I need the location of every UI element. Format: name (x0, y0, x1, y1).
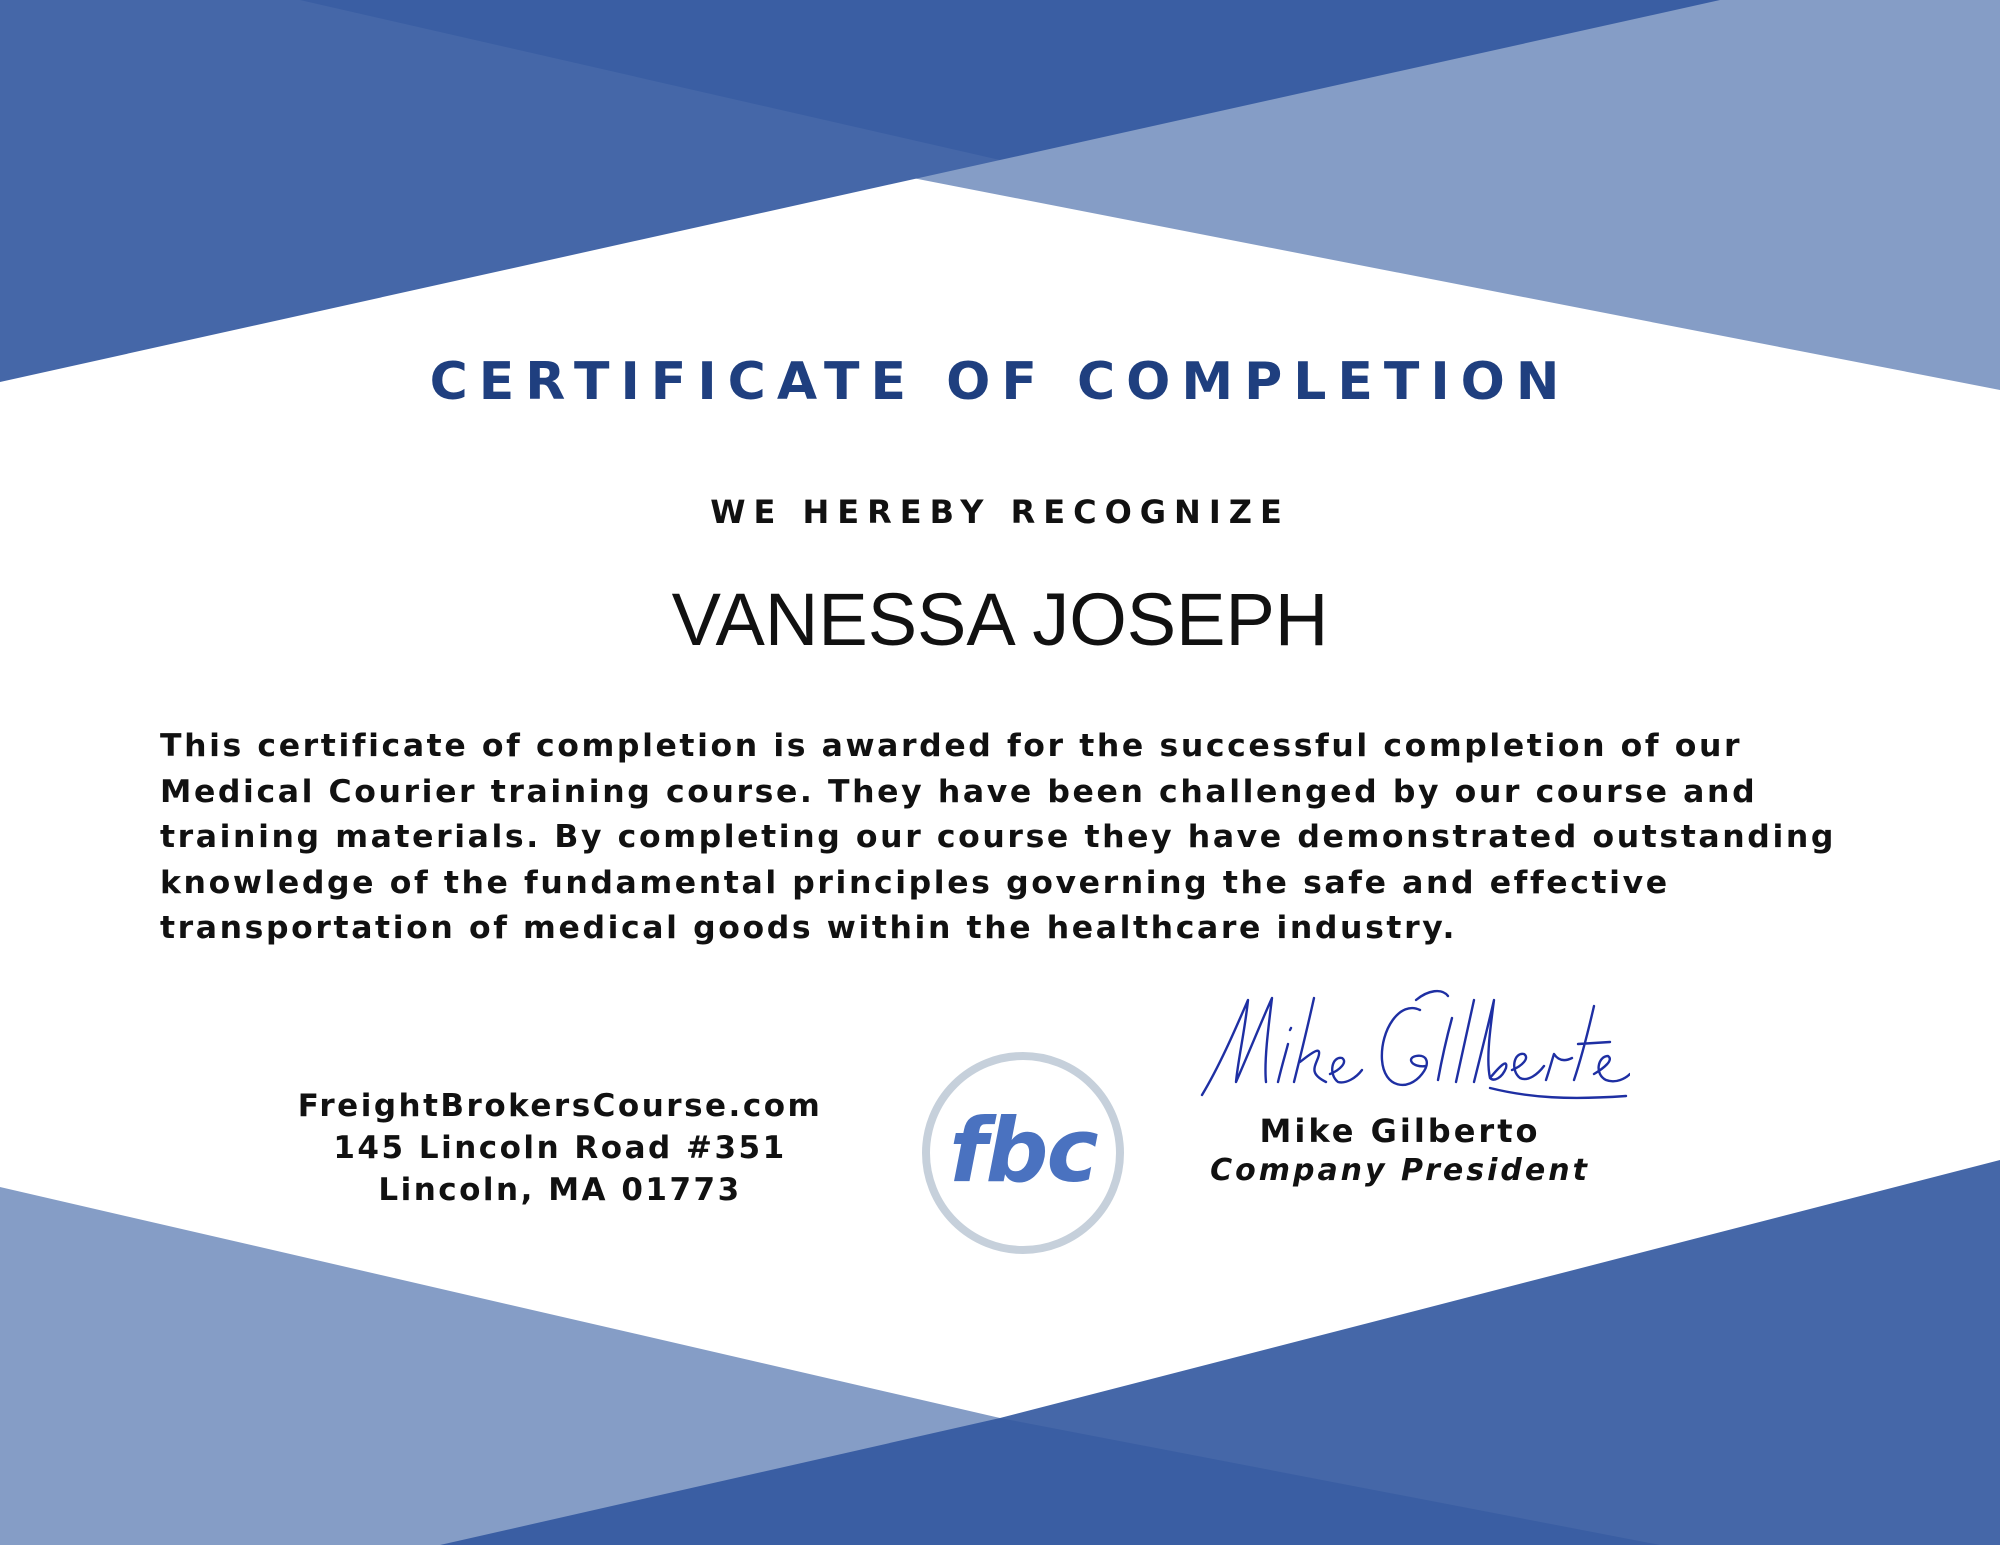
address-line-1: 145 Lincoln Road #351 (333, 1130, 787, 1166)
recipient-name: VANESSA JOSEPH (671, 578, 1329, 661)
signatory-title: Company President (1210, 1153, 1590, 1188)
fbc-logo (920, 1050, 1126, 1256)
logo-text: fbc (949, 1099, 1097, 1202)
organization-website: FreightBrokersCourse.com (297, 1088, 823, 1124)
signature-mark (1190, 970, 1630, 1110)
signatory-name: Mike Gilberto (1259, 1112, 1541, 1150)
certificate-title: CERTIFICATE OF COMPLETION (429, 352, 1571, 412)
recognize-label: WE HEREBY RECOGNIZE (710, 493, 1290, 531)
organization-address (260, 1085, 860, 1211)
address-line-2: Lincoln, MA 01773 (378, 1172, 742, 1208)
certificate-body: This certificate of completion is awarded for the successful completion of our Medical Courier training course. They have been challenged by our course and training materials. By completing our course they have demonstrated outstanding knowledge of the fundamental principles governing the safe and effective transportation of medical goods within the healthcare industry. (160, 728, 1837, 946)
